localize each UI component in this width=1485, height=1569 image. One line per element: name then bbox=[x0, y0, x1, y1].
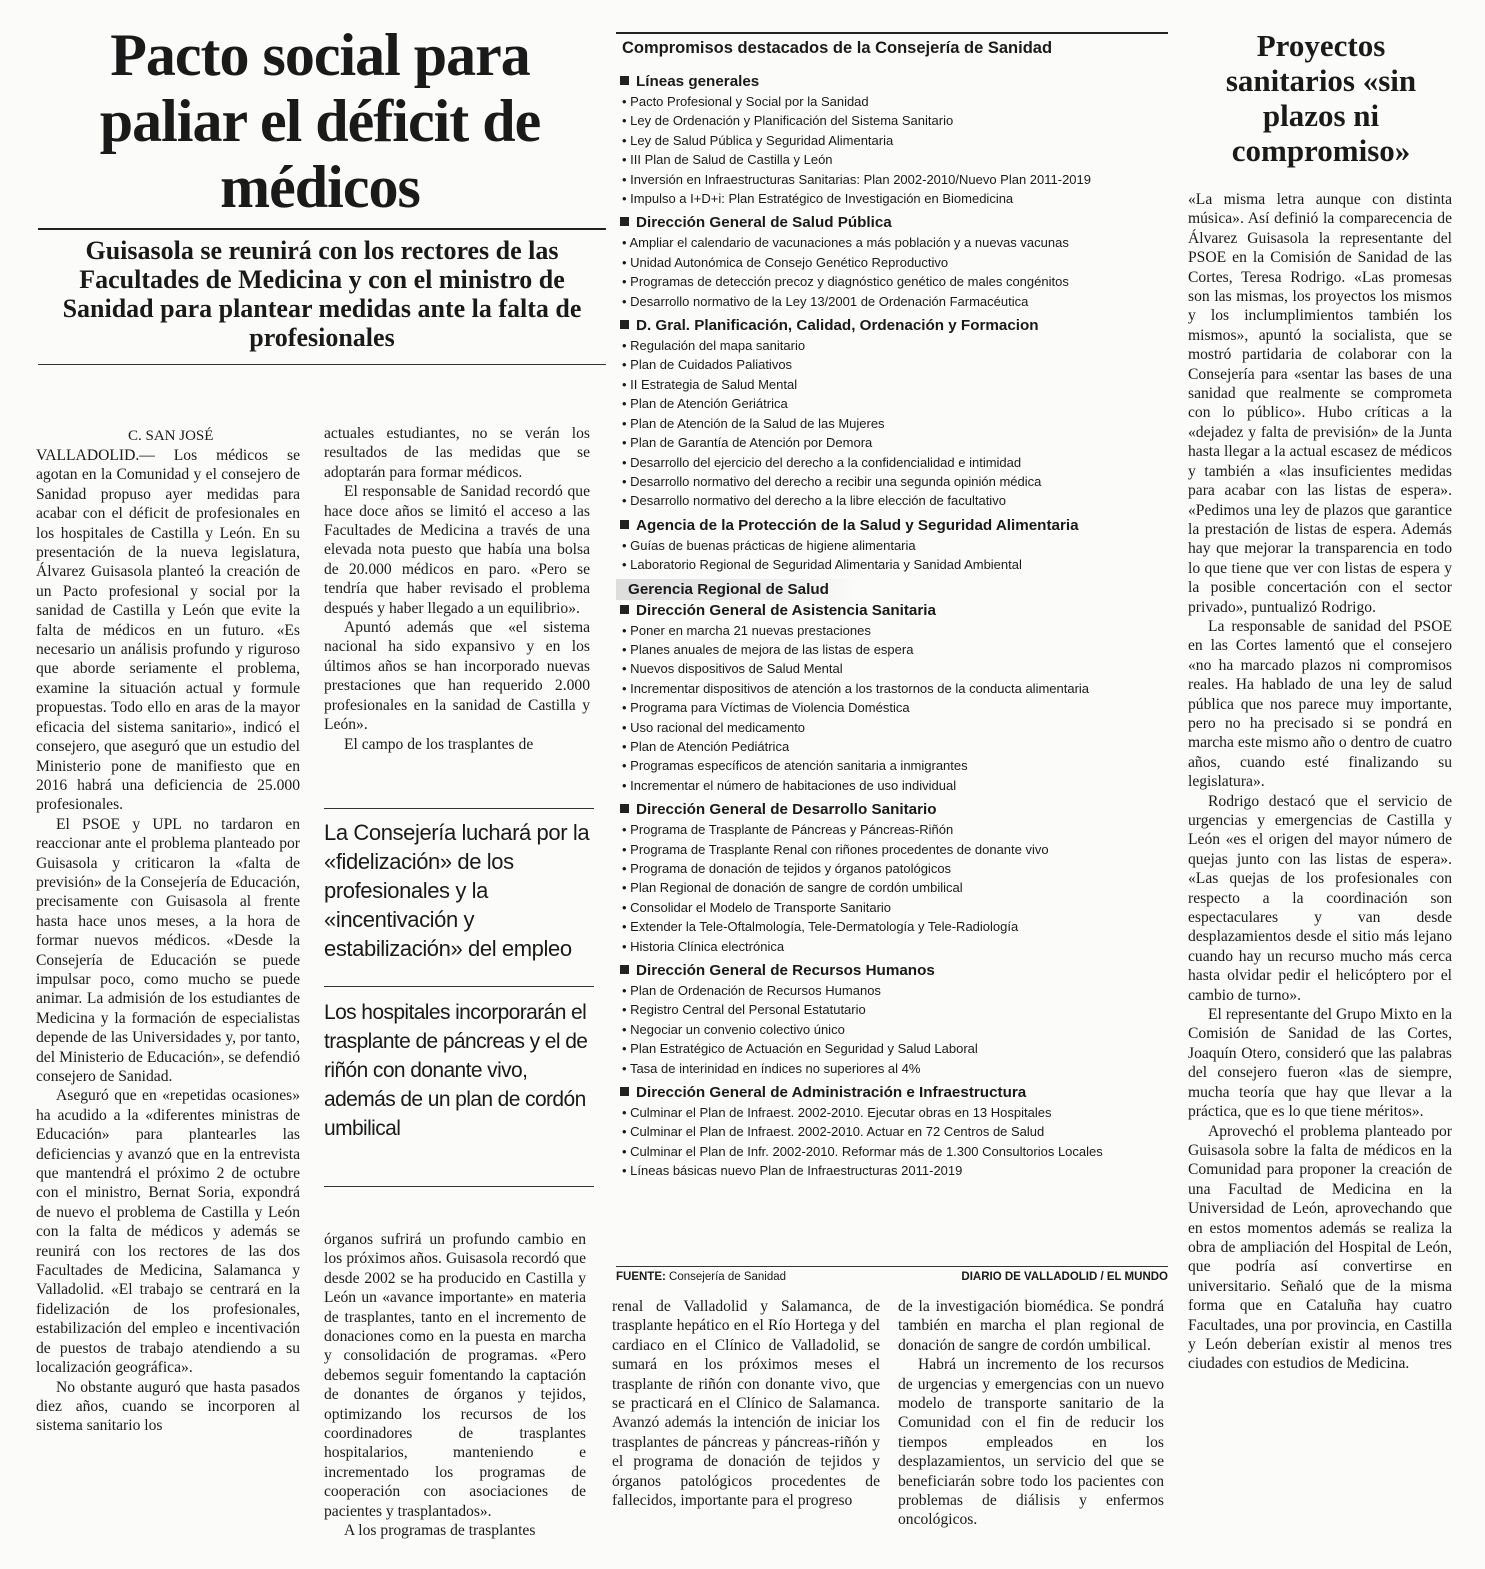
byline: C. SAN JOSÉ bbox=[128, 428, 214, 444]
section-heading bbox=[616, 71, 1168, 92]
paragraph: El PSOE y UPL no tardaron en reaccionar ante el problema planteado por Guisasola y criticaron la «falta de previsión» de la Consejería de Educación, precisamente con Guisasola al frente hasta hace unos meses, a la hora de formar nuevos médicos. «Desde la Consejería de Educación se puede impulsar poco, como mucho se puede animar. La admisión de los estudiantes de Medicina y la formación de especialistas depende de las Universidades y, por tanto, del Ministerio de Educación», se defendió consejero de Sanidad. bbox=[36, 815, 300, 1085]
box-top-rule bbox=[616, 32, 1168, 34]
section-heading-text: D. Gral. Planificación, Calidad, Ordenación y Formacion bbox=[636, 317, 1039, 335]
subhead-rule bbox=[38, 364, 606, 365]
list-item: • Plan de Atención de la Salud de las Mujeres bbox=[616, 414, 1168, 433]
section-list bbox=[616, 536, 1168, 575]
section-heading bbox=[616, 600, 1168, 621]
pullquote-rule bbox=[324, 808, 594, 809]
section-heading-text: Dirección General de Salud Pública bbox=[636, 214, 892, 232]
box-footer bbox=[616, 1266, 1168, 1283]
section-heading-text: Dirección General de Asistencia Sanitaria bbox=[636, 601, 936, 619]
section-heading bbox=[616, 315, 1168, 336]
list-item: • II Estrategia de Salud Mental bbox=[616, 375, 1168, 394]
section-list bbox=[616, 233, 1168, 311]
list-item: • Programa para Víctimas de Violencia Doméstica bbox=[616, 698, 1168, 717]
compromisos-box bbox=[616, 38, 1168, 1185]
paragraph: Rodrigo destacó que el servicio de urgencias y emergencias de Castilla y León «es el origen del mayor número de quejas junto con las listas de espera». «Las quejas de los profesionales con respecto a la coordinación son espectaculares y van desde desplazamientos desde el sitio más lejano cuando hay un recurso mucho más cerca hasta olvidar pedir el helicóptero por el cambio de turno». bbox=[1188, 792, 1452, 1004]
list-item: • Culminar el Plan de Infraest. 2002-2010. Ejecutar obras en 13 Hospitales bbox=[616, 1103, 1168, 1122]
article-column-3 bbox=[612, 1297, 880, 1567]
section-heading bbox=[616, 1082, 1168, 1103]
square-bullet-icon bbox=[620, 217, 629, 226]
list-item: • Plan de Ordenación de Recursos Humanos bbox=[616, 981, 1168, 1000]
list-item: • Culminar el Plan de Infr. 2002-2010. Reformar más de 1.300 Consultorios Locales bbox=[616, 1142, 1168, 1161]
section-heading bbox=[616, 960, 1168, 981]
section-heading-text: Líneas generales bbox=[636, 73, 760, 90]
source-name: Consejería de Sanidad bbox=[669, 1271, 787, 1283]
list-item: • Culminar el Plan de Infraest. 2002-2010. Actuar en 72 Centros de Salud bbox=[616, 1122, 1168, 1141]
list-item: • Uso racional del medicamento bbox=[616, 718, 1168, 737]
section-list bbox=[616, 621, 1168, 796]
section-heading bbox=[616, 212, 1168, 233]
list-item: • Incrementar dispositivos de atención a los trastornos de la conducta alimentaria bbox=[616, 679, 1168, 698]
list-item: • Planes anuales de mejora de las listas de espera bbox=[616, 640, 1168, 659]
section-heading-text: Dirección General de Administración e Infraestructura bbox=[636, 1084, 1027, 1102]
list-item: • Desarrollo del ejercicio del derecho a la confidencialidad e intimidad bbox=[616, 453, 1168, 472]
subheadline: Guisasola se reunirá con los rectores de las Facultades de Medicina y con el ministro de Sanidad para plantear medidas ante la falta de profesionales bbox=[62, 236, 582, 352]
section-heading-text: Dirección General de Recursos Humanos bbox=[636, 962, 935, 980]
list-item: • Pacto Profesional y Social por la Sanidad bbox=[616, 92, 1168, 111]
list-item: • Programa de Trasplante de Páncreas y Páncreas-Riñón bbox=[616, 820, 1168, 839]
paragraph: «La misma letra aunque con distinta música». Así definió la comparecencia de Álvarez Guisasola la representante del PSOE en la Comisión de Sanidad de las Cortes, Teresa Rodrigo. «Las promesas son las mismas, los proyectos los mismos y los inclumplimientos también los mismos», apuntó la socialista, que se mostró partidaria de colaborar con la Consejería para «sentar las bases de una sanidad que realmente se comprometa con lo público». Hubo críticas a la «dejadez y falta de previsión» de la Junta hasta llegar a la actual escasez de médicos y también a «las insuficientes medidas para acabar con las listas de espera». «Pedimos una ley de plazos que garantice la prestación de listas de espera. Además hay que mejorar la transparencia en todo lo que tiene que ver con listas de espera y la posible concertación con el sector privado», puntualizó Rodrigo. bbox=[1188, 191, 1452, 616]
list-item: • Incrementar el número de habitaciones de uso individual bbox=[616, 776, 1168, 795]
box-title: Compromisos destacados de la Consejería de Sanidad bbox=[622, 39, 1053, 57]
list-item: • Desarrollo normativo de la Ley 13/2001 de Ordenación Farmacéutica bbox=[616, 292, 1168, 311]
square-bullet-icon bbox=[620, 1087, 629, 1096]
list-item: • Programas de detección precoz y diagnóstico genético de males congénitos bbox=[616, 272, 1168, 291]
list-item: • III Plan de Salud de Castilla y León bbox=[616, 150, 1168, 169]
list-item: • Plan de Atención Pediátrica bbox=[616, 737, 1168, 756]
list-item: • Líneas básicas nuevo Plan de Infraestructuras 2011-2019 bbox=[616, 1161, 1168, 1180]
publication-credit: DIARIO DE VALLADOLID / EL MUNDO bbox=[961, 1271, 1168, 1283]
list-item: • Unidad Autonómica de Consejo Genético Reproductivo bbox=[616, 253, 1168, 272]
headline-rule bbox=[38, 228, 606, 230]
paragraph: órganos sufrirá un profundo cambio en los próximos años. Guisasola recordó que desde 2002 se ha producido en Castilla y León un «avance importante» en materia de trasplantes, tanto en el incremento de donaciones como en la puesta en marcha y consolidación de programas. «Pero debemos seguir fomentando la captación de donantes de órganos y tejidos, optimizando los recursos de los coordinadores de trasplantes hospitalarios, manteniendo e incrementado los programas de cooperación con asociaciones de pacientes y trasplantados». bbox=[324, 1231, 586, 1520]
pullquote-trasplantes: Los hospitales incorporarán el trasplante de páncreas y el de riñón con donante vivo, además de un plan de cordón umbilical bbox=[324, 1001, 588, 1140]
headline: Pacto social para paliar el déficit de médicos bbox=[99, 22, 541, 220]
list-item: • Extender la Tele-Oftalmología, Tele-Dermatología y Tele-Radiología bbox=[616, 917, 1168, 936]
pullquote-rule bbox=[324, 1186, 594, 1187]
section-heading bbox=[616, 799, 1168, 820]
source-credit bbox=[616, 1271, 786, 1283]
list-item: • Ley de Ordenación y Planificación del Sistema Sanitario bbox=[616, 111, 1168, 130]
paragraph: El representante del Grupo Mixto en la Comisión de Sanidad de las Cortes, Joaquín Otero, consideró que las palabras del consejero fueron «las de siempre, mucha teoría que hay que llevar a la práctica, que es lo que tiene méritos». bbox=[1188, 1006, 1452, 1121]
list-item: • Plan de Cuidados Paliativos bbox=[616, 355, 1168, 374]
list-item: • Programa de Trasplante Renal con riñones procedentes de donante vivo bbox=[616, 840, 1168, 859]
list-item: • Poner en marcha 21 nuevas prestaciones bbox=[616, 621, 1168, 640]
paragraph: VALLADOLID.— Los médicos se agotan en la Comunidad y el consejero de Sanidad propuso ayer medidas para acabar con el déficit de profesionales en los hospitales de Castilla y León. En su presentación de la nueva legislatura, Álvarez Guisasola planteó la creación de un Pacto profesional y social por la sanidad de Castilla y León que evite la falta de médicos en un futuro. «Es necesario un análisis profundo y riguroso que aborde seriamente el problema, examine la situación actual y formule propuestas. Todo ello en aras de la mayor eficacia del sistema sanitario», indicó el consejero, que aseguró que un estudio del Ministerio pone de manifiesto que en 2016 habrá una deficiencia de 25.000 profesionales. bbox=[36, 447, 300, 814]
list-item: • Laboratorio Regional de Seguridad Alimentaria y Sanidad Ambiental bbox=[616, 555, 1168, 574]
list-item: • Programa de donación de tejidos y órganos patológicos bbox=[616, 859, 1168, 878]
paragraph: El responsable de Sanidad recordó que hace doce años se limitó el acceso a las Facultades de Medicina a través de una elevada nota puesto que había una bolsa de 20.000 médicos en paro. «Pero se tendría que haber revisado el problema después y haber llegado a un equilibrio». bbox=[324, 483, 590, 617]
list-item: • Guías de buenas prácticas de higiene alimentaria bbox=[616, 536, 1168, 555]
article-column-4 bbox=[898, 1297, 1164, 1567]
list-item: • Impulso a I+D+i: Plan Estratégico de Investigación en Biomedicina bbox=[616, 189, 1168, 208]
section-list bbox=[616, 820, 1168, 956]
paragraph: Apuntó además que «el sistema nacional ha sido expansivo y en los últimos años se han incorporado nuevas prestaciones que han requerido 2.000 profesionales en la sanidad de Castilla y León». bbox=[324, 619, 590, 734]
list-item: • Plan Estratégico de Actuación en Seguridad y Salud Laboral bbox=[616, 1039, 1168, 1058]
section-list bbox=[616, 92, 1168, 208]
paragraph: La responsable de sanidad del PSOE en las Cortes lamentó que el consejero «no ha marcado plazos ni compromisos reales. Ha hablado de una ley de salud pública que nos parece muy importante, pero no ha precisado si se pondrá en marcha este mismo año o dentro de cuatro años, cuando esté finalizando su legislatura». bbox=[1188, 617, 1452, 791]
section-list bbox=[616, 1103, 1168, 1181]
square-bullet-icon bbox=[620, 76, 629, 85]
box-sections bbox=[616, 71, 1168, 1181]
list-item: • Plan de Atención Geriátrica bbox=[616, 394, 1168, 413]
square-bullet-icon bbox=[620, 320, 629, 329]
list-item: • Inversión en Infraestructuras Sanitarias: Plan 2002-2010/Nuevo Plan 2011-2019 bbox=[616, 170, 1168, 189]
paragraph: Aprovechó el problema planteado por Guisasola sobre la falta de médicos en la Comunidad para proponer la creación de una Facultad de Medicina en la Universidad de León, aprovechando que en estos momentos además se realiza la obra de ampliación del Hospital de León, que podría así convertirse en universitario. Señaló que de la misma forma que en Cataluña hay cuatro Facultades, una por provincia, en Castilla y León deberían existir al menos tres ciudades con estudios de Medicina. bbox=[1188, 1122, 1452, 1373]
list-item: • Ampliar el calendario de vacunaciones a más población y a nuevas vacunas bbox=[616, 233, 1168, 252]
paragraph: actuales estudiantes, no se verán los resultados de las medidas que se adoptarán para formar médicos. bbox=[324, 425, 590, 481]
sidebar-article bbox=[1188, 190, 1452, 1567]
paragraph: Habrá un incremento de los recursos de urgencias y emergencias con un nuevo modelo de transporte sanitario de la Comunidad con el fin de reducir los tiempos empleados en los desplazamientos, un servicio del que se beneficiarán sobre todo los pacientes con problemas de diálisis y enfermos oncológicos. bbox=[898, 1356, 1164, 1529]
paragraph: El campo de los trasplantes de bbox=[344, 735, 534, 753]
square-bullet-icon bbox=[620, 965, 629, 974]
section-heading-text: Dirección General de Desarrollo Sanitario bbox=[636, 801, 937, 819]
pullquote-fidelizacion: La Consejería luchará por la «fidelización» de los profesionales y la «incentivación y estabilización» del empleo bbox=[324, 820, 590, 961]
square-bullet-icon bbox=[620, 804, 629, 813]
section-heading-text: Agencia de la Protección de la Salud y Seguridad Alimentaria bbox=[636, 516, 1079, 534]
section-list bbox=[616, 336, 1168, 511]
list-item: • Registro Central del Personal Estatutario bbox=[616, 1000, 1168, 1019]
article-column-1 bbox=[36, 446, 300, 1566]
list-item: • Tasa de interinidad en índices no superiores al 4% bbox=[616, 1059, 1168, 1078]
list-item: • Historia Clínica electrónica bbox=[616, 937, 1168, 956]
list-item: • Negociar un convenio colectivo único bbox=[616, 1020, 1168, 1039]
section-list bbox=[616, 981, 1168, 1078]
list-item: • Plan de Garantía de Atención por Demora bbox=[616, 433, 1168, 452]
paragraph: de la investigación biomédica. Se pondrá también en marcha el plan regional de donación de sangre de cordón umbilical. bbox=[898, 1298, 1164, 1354]
list-item: • Programas específicos de atención sanitaria a inmigrantes bbox=[616, 756, 1168, 775]
paragraph: No obstante auguró que hasta pasados diez años, cuando se incorporen al sistema sanitario los bbox=[36, 1378, 300, 1435]
list-item: • Consolidar el Modelo de Transporte Sanitario bbox=[616, 898, 1168, 917]
list-item: • Desarrollo normativo del derecho a recibir una segunda opinión médica bbox=[616, 472, 1168, 491]
pullquote-rule bbox=[324, 986, 594, 987]
paragraph: Aseguró que en «repetidas ocasiones» ha acudido a la «diferentes ministras de Educación» para plantearles las deficiencias y avanzó que en la entrevista que mantendrá el próximo 2 de octubre con el ministro, Bernat Soria, expondrá de nuevo el problema de Castilla y León con la falta de médicos y además se reunirá con los rectores de las dos Facultades de Medicina, Salamanca y Valladolid. «El trabajo se centrará en la fidelización de los profesionales, estabilización del empleo e incentivación de puestos de trabajo atendiendo a su localización geográfica». bbox=[36, 1087, 300, 1377]
source-label: FUENTE: bbox=[616, 1271, 666, 1283]
square-bullet-icon bbox=[620, 520, 629, 529]
list-item: • Regulación del mapa sanitario bbox=[616, 336, 1168, 355]
list-item: • Ley de Salud Pública y Seguridad Alimentaria bbox=[616, 131, 1168, 150]
list-item: • Plan Regional de donación de sangre de cordón umbilical bbox=[616, 878, 1168, 897]
list-item: • Desarrollo normativo del derecho a la libre elección de facultativo bbox=[616, 491, 1168, 510]
square-bullet-icon bbox=[620, 605, 629, 614]
section-band-gerencia: Gerencia Regional de Salud bbox=[616, 579, 858, 600]
sidebar-headline: Proyectos sanitarios «sin plazos ni compromiso» bbox=[1225, 28, 1417, 168]
article-column-2-bottom bbox=[324, 1230, 586, 1566]
paragraph: A los programas de trasplantes bbox=[344, 1522, 536, 1540]
section-heading bbox=[616, 515, 1168, 536]
list-item: • Nuevos dispositivos de Salud Mental bbox=[616, 659, 1168, 678]
article-column-2-top bbox=[324, 424, 590, 796]
paragraph: renal de Valladolid y Salamanca, de trasplante hepático en el Río Hortega y del cardiaco en el Clínico de Valladolid, se sumará en los próximos meses el trasplante de riñón con donante vivo, que se practicará en el Clínico de Salamanca. Avanzó además la intención de iniciar los trasplantes de páncreas y páncreas-riñón y el programa de donación de tejidos y órganos patológicos procedentes de fallecidos, importante para el progreso bbox=[612, 1298, 880, 1510]
